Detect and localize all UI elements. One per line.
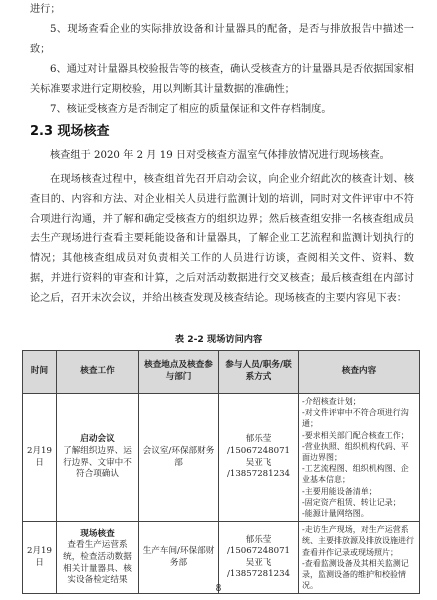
work-desc: 了解组织边界、运行边界、文审中不符合项确认 bbox=[63, 446, 132, 480]
content-line: -主要用能设备清单； bbox=[302, 486, 377, 496]
page-number: 8 bbox=[215, 584, 222, 594]
cell-place: 会议室/环保部财务部 bbox=[139, 394, 219, 522]
work-title: 现场核查 bbox=[80, 528, 115, 539]
content-line: -能源计量网络图。 bbox=[302, 509, 369, 519]
content-line: -走访生产现场，对生产运营系统、主要排放源及排放设施进行查看并作记录或现场照片； bbox=[302, 525, 414, 557]
content-line: -营业执照、组织机构代码、平面边界图； bbox=[302, 441, 409, 463]
work-title: 启动会议 bbox=[80, 434, 115, 445]
paragraph-item-5: 5、现场查看企业的实际排放设备和计量器具的配备，是否与排放报告中描述一致； bbox=[30, 24, 414, 55]
cell-person bbox=[219, 394, 299, 522]
person-line: 郁乐莹 bbox=[245, 534, 272, 545]
person-line: 吴亚飞 bbox=[245, 557, 272, 568]
paragraph-continued: 进行； bbox=[30, 4, 61, 15]
work-desc: 查看生产运营系统，检查活动数据相关计量器具、核实设备检定结果 bbox=[63, 540, 132, 586]
content-line: -工艺流程图、组织机构图、企业基本信息； bbox=[302, 464, 409, 485]
table-header-row bbox=[23, 351, 420, 394]
person-line: 郁乐莹 bbox=[245, 434, 272, 445]
content-line: -查看监测设备及其相关监测记录，监测设备的维护和校验情况。 bbox=[302, 558, 409, 591]
paragraph-item-7: 7、核证受核查方是否制定了相应的质量保证和文件存档制度。 bbox=[50, 104, 332, 115]
person-line: /15067248071 bbox=[226, 546, 291, 557]
content-line: -固定资产租赁、转让记录； bbox=[302, 497, 401, 507]
header-content: 核查内容 bbox=[299, 351, 420, 394]
cell-time: 2月19日 bbox=[23, 522, 57, 594]
content-line: -要求相关部门配合核查工作； bbox=[302, 430, 409, 440]
header-place: 核查地点及核查参与部门 bbox=[139, 351, 219, 394]
cell-place: 生产车间/环保部财务部 bbox=[139, 522, 219, 594]
paragraph-process: 在现场核查过程中，核查组首先召开启动会议，向企业介绍此次的核查计划、核查目的、内容和方法、对企业相关人员进行监测计划的培训，同时对文件评审中不符合项进行沟通，并了解和确定受核查方的组织边界；然后核查组安排一名核查组成员去生产现场进行查看主要耗能设备和计量器具，了解企业工艺流程和监测计划执行的情况；其他核查组成员对负责相关工作的人员进行访谈，查阅相关文件、资料、数据，并进行资料的审查和计算，之后对活动数据进行交叉核查；最后核查组在内部讨论之后，召开末次会议，并给出核查发现及核查结论。现场核查的主要内容见下表： bbox=[30, 174, 414, 304]
person-line: 吴亚飞 bbox=[245, 457, 272, 468]
header-person: 参与人员/职务/联系方式 bbox=[219, 351, 299, 394]
content-line: -对文件评审中不符合项进行沟通； bbox=[302, 408, 409, 429]
person-line: /15067248071 bbox=[226, 446, 291, 457]
table-caption: 表 2-2 现场访问内容 bbox=[174, 334, 263, 345]
paragraph-date: 核查组于 2020 年 2 月 19 日对受核查方温室气体排放情况进行现场核查。 bbox=[50, 150, 390, 161]
person-line: /13857281234 bbox=[226, 569, 291, 580]
header-time: 时间 bbox=[23, 351, 57, 394]
paragraph-item-6: 6、通过对计量器具校验报告等的核查，确认受核查方的计量器具是否依据国家相关标准要求进行定期校验，用以判断其计量数据的准确性； bbox=[30, 64, 414, 95]
content-line: -介绍核查计划； bbox=[302, 397, 361, 406]
site-visit-table bbox=[22, 350, 420, 594]
table-row bbox=[23, 394, 420, 522]
cell-time: 2月19日 bbox=[23, 394, 57, 522]
header-work: 核查工作 bbox=[57, 351, 139, 394]
cell-content bbox=[299, 394, 420, 522]
section-heading: 2.3 现场核查 bbox=[30, 124, 110, 139]
cell-work bbox=[57, 394, 139, 522]
person-line: /13857281234 bbox=[226, 469, 291, 480]
